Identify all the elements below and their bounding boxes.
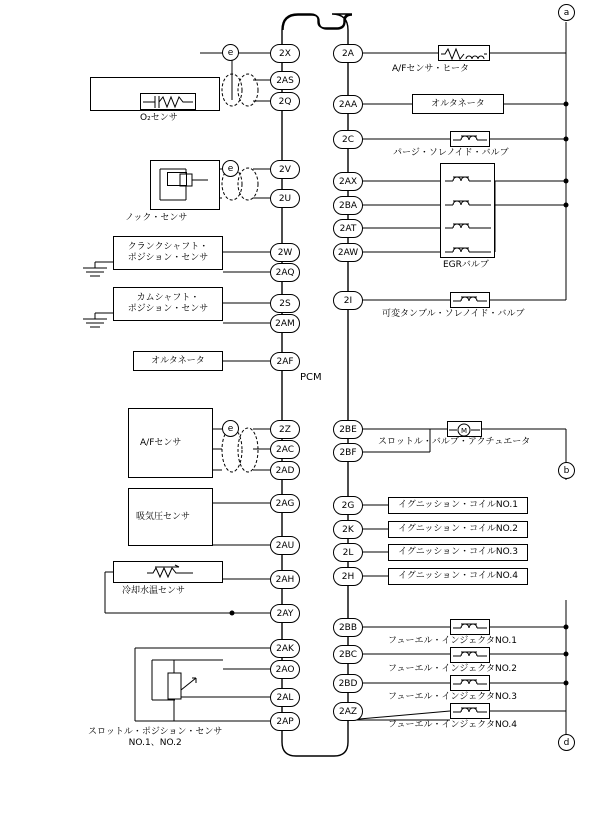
camshaft-position-sensor-box [113,287,223,321]
pin-2AA[interactable]: 2AA [333,95,363,114]
pcm-label: PCM [300,372,322,383]
shield-marker-e-1: e [222,44,239,61]
throttle-position-sensor-label: スロットル・ポジション・センサ NO.1、NO.2 [88,727,223,748]
pin-2AQ[interactable]: 2AQ [270,263,300,282]
throttle-valve-actuator-motor [447,421,482,437]
pin-2A[interactable]: 2A [333,44,363,63]
pin-2BB[interactable]: 2BB [333,618,363,637]
fuel-injector-no4-label: フューエル・インジェクタNO.4 [388,720,518,730]
pin-2AU[interactable]: 2AU [270,536,300,555]
pin-2AS[interactable]: 2AS [270,71,300,90]
pin-2AY[interactable]: 2AY [270,604,300,623]
pin-2K[interactable]: 2K [333,520,363,539]
o2-sensor-element [140,93,196,110]
purge-solenoid-valve-coil [450,131,490,147]
fuel-injector-no4-coil [450,703,490,719]
pin-2I[interactable]: 2I [333,291,363,310]
alternator-right-box [412,94,504,114]
pin-2AL[interactable]: 2AL [270,688,300,707]
pin-2W[interactable]: 2W [270,243,300,262]
pin-2H[interactable]: 2H [333,567,363,586]
af-sensor-label: A/Fセンサ [140,438,182,448]
pin-2G[interactable]: 2G [333,496,363,515]
pin-2V[interactable]: 2V [270,160,300,179]
af-sensor-heater-element [438,45,490,61]
alternator-left-box [133,351,223,371]
pin-2Z[interactable]: 2Z [270,420,300,439]
fuel-injector-no2-label: フューエル・インジェクタNO.2 [388,664,518,674]
ref-circle-a: a [558,4,575,21]
coolant-temp-sensor-element [145,564,195,584]
fuel-injector-no3-coil [450,675,490,691]
ignition-coil-no3-box [388,544,528,561]
pin-2X[interactable]: 2X [270,44,300,63]
throttle-valve-actuator-label: スロットル・バルブ・アクチュエータ [378,437,531,447]
pin-2Q[interactable]: 2Q [270,92,300,111]
ignition-coil-no2-box [388,521,528,538]
af-sensor-heater-label: A/Fセンサ・ヒータ [392,64,470,74]
pin-2AO[interactable]: 2AO [270,660,300,679]
coolant-temp-sensor-label: 冷却水温センサ [122,586,186,596]
ignition-coil-no1-box [388,497,528,514]
fuel-injector-no1-label: フューエル・インジェクタNO.1 [388,636,518,646]
ignition-coil-no4-box [388,568,528,585]
crankshaft-position-sensor-label: クランクシャフト・ ポジション・センサ [127,242,209,263]
alternator-left-label: オルタネータ [151,355,205,366]
fuel-injector-no1-coil [450,619,490,635]
shield-marker-e-2: e [222,160,239,177]
knock-sensor-wires [150,160,220,214]
pin-2AT[interactable]: 2AT [333,219,363,238]
pin-2AW[interactable]: 2AW [333,243,363,262]
fuel-injector-no2-coil [450,647,490,663]
egr-valve-label: EGRバルブ [443,260,489,270]
pin-2L[interactable]: 2L [333,543,363,562]
alternator-right-label: オルタネータ [431,98,485,109]
pin-2U[interactable]: 2U [270,189,300,208]
knock-sensor-label: ノック・センサ [125,213,188,223]
egr-valve-coils [443,168,493,264]
ref-circle-b: b [558,462,575,479]
ignition-coil-no1-label: イグニッション・コイルNO.1 [398,500,518,510]
shield-marker-e-3: e [222,420,239,437]
pin-2BC[interactable]: 2BC [333,645,363,664]
pin-2AF[interactable]: 2AF [270,352,300,371]
crankshaft-position-sensor-box [113,236,223,270]
svg-text:M: M [460,427,468,435]
ignition-coil-no3-label: イグニッション・コイルNO.3 [398,547,518,557]
pin-2BD[interactable]: 2BD [333,674,363,693]
camshaft-position-sensor-label: カムシャフト・ ポジション・センサ [127,293,209,314]
o2-sensor-label: O₂センサ [140,113,178,123]
ref-circle-d: d [558,734,575,751]
fuel-injector-no3-label: フューエル・インジェクタNO.3 [388,692,518,702]
pin-2AX[interactable]: 2AX [333,172,363,191]
pin-2BA[interactable]: 2BA [333,196,363,215]
pin-2AM[interactable]: 2AM [270,314,300,333]
pin-2AK[interactable]: 2AK [270,639,300,658]
purge-solenoid-valve-label: パージ・ソレノイド・バルブ [393,148,509,158]
pin-2AD[interactable]: 2AD [270,461,300,480]
intake-pressure-sensor-label: 吸気圧センサ [136,512,191,522]
pin-2S[interactable]: 2S [270,294,300,313]
pin-2AC[interactable]: 2AC [270,440,300,459]
pin-2C[interactable]: 2C [333,130,363,149]
pin-2AP[interactable]: 2AP [270,712,300,731]
pin-2AH[interactable]: 2AH [270,570,300,589]
ignition-coil-no2-label: イグニッション・コイルNO.2 [398,524,518,534]
ignition-coil-no4-label: イグニッション・コイルNO.4 [398,571,518,581]
pin-2AG[interactable]: 2AG [270,494,300,513]
pin-2AZ[interactable]: 2AZ [333,702,363,721]
variable-tumble-solenoid-valve-label: 可変タンブル・ソレノイド・バルブ [382,309,525,319]
variable-tumble-solenoid-valve-coil [450,292,490,308]
pin-2BE[interactable]: 2BE [333,420,363,439]
pin-2BF[interactable]: 2BF [333,443,363,462]
